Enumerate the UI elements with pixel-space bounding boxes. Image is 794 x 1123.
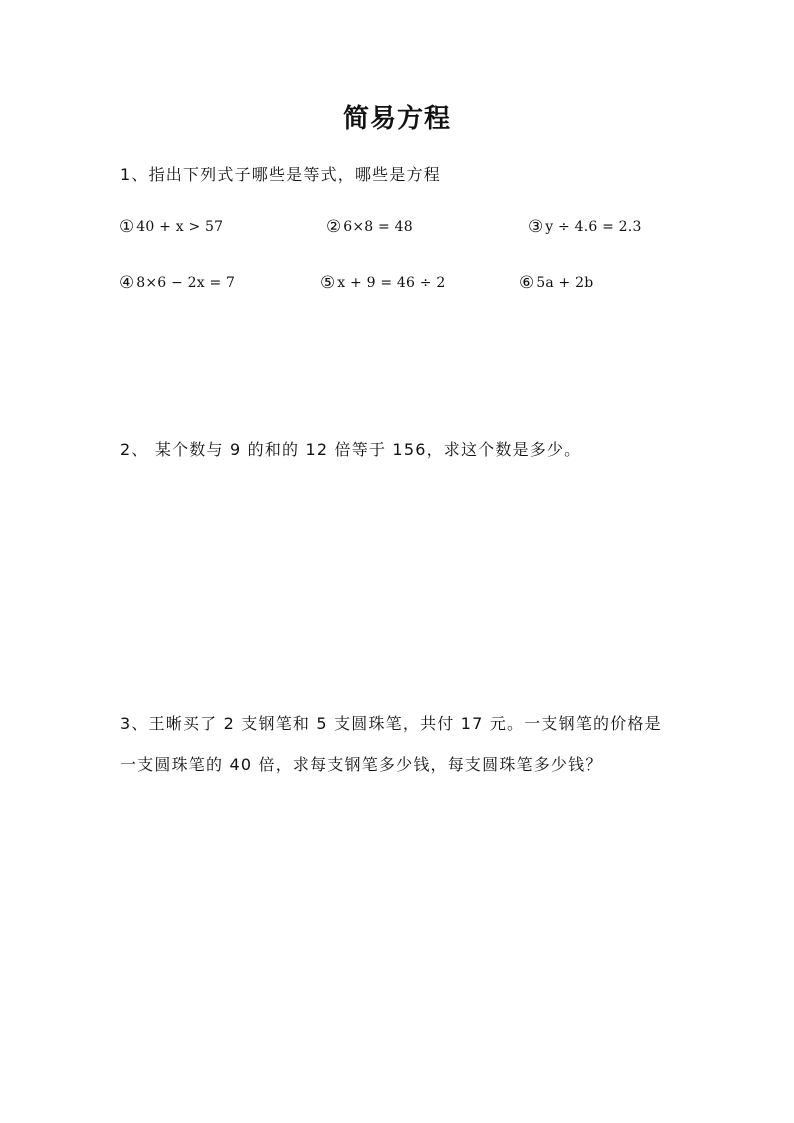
equation-expression-5: x + 9 = 46 ÷ 2 xyxy=(337,275,446,291)
question-3-line-1: 3、王晰买了 2 支钢笔和 5 支圆珠笔，共付 17 元。一支钢笔的价格是 xyxy=(120,714,662,733)
equation-item-2 xyxy=(326,217,413,237)
equation-expression-2: 6×8 = 48 xyxy=(343,219,413,235)
page-title: 简易方程 xyxy=(342,104,451,134)
item-number-3: ③ xyxy=(528,217,544,237)
equation-item-1 xyxy=(119,217,223,237)
equation-item-4 xyxy=(119,273,235,293)
equation-item-5 xyxy=(320,273,445,293)
question-2-text: 2、 某个数与 9 的和的 12 倍等于 156，求这个数是多少。 xyxy=(120,440,582,459)
item-number-6: ⑥ xyxy=(519,273,535,293)
equation-expression-4: 8×6 − 2x = 7 xyxy=(136,275,236,291)
question-1-text: 1、指出下列式子哪些是等式，哪些是方程 xyxy=(120,165,441,184)
item-number-1: ① xyxy=(119,217,135,237)
equation-expression-6: 5a + 2b xyxy=(536,275,594,291)
equation-expression-1: 40 + x > 57 xyxy=(136,219,224,235)
item-number-5: ⑤ xyxy=(320,273,336,293)
item-number-2: ② xyxy=(326,217,342,237)
item-number-4: ④ xyxy=(119,273,135,293)
equation-item-6 xyxy=(519,273,593,293)
question-3-line-2: 一支圆珠笔的 40 倍，求每支钢笔多少钱，每支圆珠笔多少钱？ xyxy=(120,755,603,774)
equation-expression-3: y ÷ 4.6 = 2.3 xyxy=(545,219,642,235)
equation-item-3 xyxy=(528,217,642,237)
